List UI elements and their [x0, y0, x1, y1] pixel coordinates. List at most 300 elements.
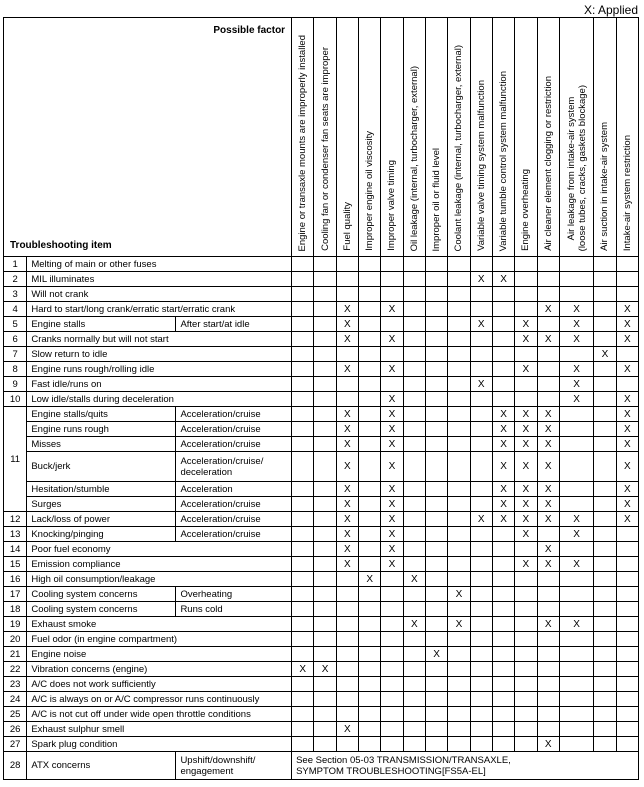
applied-mark: X	[515, 512, 537, 527]
factor-cell	[336, 392, 358, 407]
applied-mark: X	[559, 512, 593, 527]
row-number: 17	[4, 587, 27, 602]
factor-cell	[594, 527, 616, 542]
factor-cell	[359, 257, 381, 272]
factor-cell	[470, 647, 492, 662]
troubleshooting-item: Surges	[27, 497, 176, 512]
factor-cell	[492, 302, 514, 317]
table-row	[4, 272, 639, 287]
factor-cell	[403, 512, 425, 527]
factor-cell	[359, 422, 381, 437]
factor-header-14	[616, 18, 638, 257]
factor-cell	[336, 707, 358, 722]
factor-cell	[336, 602, 358, 617]
possible-factor-heading: Possible factor	[213, 25, 286, 36]
factor-cell	[336, 272, 358, 287]
table-row	[4, 377, 639, 392]
applied-mark: X	[616, 437, 638, 452]
factor-cell	[403, 377, 425, 392]
factor-cell	[470, 707, 492, 722]
applied-mark: X	[381, 422, 403, 437]
table-row	[4, 737, 639, 752]
factor-cell	[616, 602, 638, 617]
factor-cell	[616, 722, 638, 737]
applied-mark: X	[616, 317, 638, 332]
factor-cell	[359, 632, 381, 647]
troubleshooting-item-heading: Troubleshooting item	[10, 240, 112, 251]
table-row	[4, 302, 639, 317]
applied-mark: X	[559, 617, 593, 632]
factor-cell	[336, 632, 358, 647]
table-row	[4, 422, 639, 437]
factor-cell	[559, 347, 593, 362]
legend-applied: X: Applied	[583, 3, 638, 17]
condition: Acceleration/cruise	[176, 437, 292, 452]
applied-mark: X	[515, 407, 537, 422]
factor-cell	[403, 332, 425, 347]
factor-cell	[470, 362, 492, 377]
table-row	[4, 347, 639, 362]
factor-cell	[515, 587, 537, 602]
factor-cell	[515, 677, 537, 692]
factor-label: Air suction in intake-air system	[599, 122, 611, 251]
applied-mark: X	[537, 422, 559, 437]
factor-cell	[425, 722, 447, 737]
factor-cell	[314, 362, 336, 377]
factor-cell	[381, 287, 403, 302]
factor-cell	[314, 317, 336, 332]
factor-cell	[359, 452, 381, 482]
row-number: 14	[4, 542, 27, 557]
factor-cell	[425, 272, 447, 287]
factor-cell	[594, 572, 616, 587]
factor-cell	[559, 632, 593, 647]
factor-cell	[292, 257, 314, 272]
factor-cell	[492, 722, 514, 737]
row-number: 28	[4, 752, 27, 780]
factor-cell	[359, 497, 381, 512]
table-row	[4, 542, 639, 557]
factor-cell	[470, 587, 492, 602]
factor-cell	[594, 707, 616, 722]
factor-cell	[559, 692, 593, 707]
factor-cell	[381, 677, 403, 692]
row-number: 16	[4, 572, 27, 587]
table-row	[4, 482, 639, 497]
factor-cell	[292, 647, 314, 662]
applied-mark: X	[314, 662, 336, 677]
factor-cell	[381, 662, 403, 677]
factor-cell	[470, 527, 492, 542]
factor-cell	[381, 692, 403, 707]
applied-mark: X	[616, 407, 638, 422]
factor-cell	[594, 317, 616, 332]
applied-mark: X	[616, 482, 638, 497]
factor-cell	[381, 272, 403, 287]
factor-label: Variable tumble control system malfunction	[498, 70, 510, 251]
factor-cell	[594, 632, 616, 647]
applied-mark: X	[470, 272, 492, 287]
factor-cell	[616, 287, 638, 302]
factor-cell	[448, 482, 470, 497]
factor-cell	[448, 557, 470, 572]
condition: Acceleration/cruise	[176, 422, 292, 437]
factor-cell	[403, 452, 425, 482]
factor-cell	[403, 737, 425, 752]
factor-cell	[616, 572, 638, 587]
factor-cell	[559, 407, 593, 422]
factor-cell	[292, 482, 314, 497]
applied-mark: X	[336, 557, 358, 572]
factor-cell	[492, 557, 514, 572]
applied-mark: X	[381, 542, 403, 557]
factor-cell	[470, 572, 492, 587]
factor-cell	[515, 542, 537, 557]
applied-mark: X	[381, 407, 403, 422]
factor-cell	[448, 317, 470, 332]
factor-cell	[359, 347, 381, 362]
factor-cell	[448, 722, 470, 737]
factor-cell	[448, 392, 470, 407]
troubleshooting-item: Hesitation/stumble	[27, 482, 176, 497]
factor-cell	[425, 602, 447, 617]
factor-cell	[515, 302, 537, 317]
factor-cell	[381, 257, 403, 272]
applied-mark: X	[381, 452, 403, 482]
factor-cell	[448, 257, 470, 272]
factor-cell	[359, 407, 381, 422]
factor-cell	[448, 407, 470, 422]
factor-label: Improper valve timing	[386, 160, 398, 251]
factor-cell	[537, 677, 559, 692]
factor-cell	[470, 332, 492, 347]
factor-cell	[448, 302, 470, 317]
factor-cell	[559, 542, 593, 557]
factor-cell	[559, 737, 593, 752]
factor-cell	[515, 272, 537, 287]
factor-cell	[559, 647, 593, 662]
factor-cell	[336, 287, 358, 302]
applied-mark: X	[537, 482, 559, 497]
factor-header-7	[448, 18, 470, 257]
table-row	[4, 722, 639, 737]
factor-cell	[559, 662, 593, 677]
factor-cell	[448, 332, 470, 347]
applied-mark: X	[559, 332, 593, 347]
factor-header-1	[314, 18, 336, 257]
applied-mark: X	[403, 617, 425, 632]
row-number: 8	[4, 362, 27, 377]
factor-cell	[515, 662, 537, 677]
factor-cell	[314, 512, 336, 527]
applied-mark: X	[616, 512, 638, 527]
factor-cell	[425, 407, 447, 422]
applied-mark: X	[448, 587, 470, 602]
factor-cell	[314, 347, 336, 362]
factor-label: Engine or transaxle mounts are improperly installed	[297, 34, 309, 251]
row-number: 25	[4, 707, 27, 722]
factor-label: Coolant leakage (internal, turbocharger, external)	[453, 44, 465, 251]
factor-cell	[359, 542, 381, 557]
table-row	[4, 452, 639, 482]
applied-mark: X	[559, 317, 593, 332]
factor-cell	[492, 677, 514, 692]
factor-cell	[448, 377, 470, 392]
factor-cell	[314, 497, 336, 512]
factor-cell	[314, 602, 336, 617]
factor-cell	[425, 437, 447, 452]
factor-cell	[292, 332, 314, 347]
factor-header-13	[594, 18, 616, 257]
factor-cell	[314, 527, 336, 542]
factor-cell	[292, 527, 314, 542]
table-row	[4, 407, 639, 422]
troubleshooting-item: Knocking/pinging	[27, 527, 176, 542]
factor-cell	[594, 557, 616, 572]
table-row	[4, 332, 639, 347]
factor-cell	[515, 347, 537, 362]
applied-mark: X	[381, 392, 403, 407]
factor-cell	[594, 287, 616, 302]
factor-cell	[559, 287, 593, 302]
factor-cell	[559, 452, 593, 482]
row-number: 2	[4, 272, 27, 287]
factor-cell	[359, 677, 381, 692]
factor-cell	[537, 317, 559, 332]
factor-cell	[616, 692, 638, 707]
reference-note: See Section 05-03 TRANSMISSION/TRANSAXLE, SYMPTOM TROUBLESHOOTING[FS5A-EL]	[292, 752, 639, 780]
factor-cell	[314, 287, 336, 302]
factor-cell	[448, 692, 470, 707]
factor-cell	[336, 347, 358, 362]
factor-cell	[403, 692, 425, 707]
factor-cell	[448, 527, 470, 542]
troubleshooting-item: Melting of main or other fuses	[27, 257, 292, 272]
condition: Acceleration/cruise/ deceleration	[176, 452, 292, 482]
troubleshooting-item: Engine noise	[27, 647, 292, 662]
factor-cell	[425, 662, 447, 677]
factor-cell	[359, 512, 381, 527]
factor-cell	[336, 647, 358, 662]
factor-cell	[616, 632, 638, 647]
row-number: 11	[4, 407, 27, 512]
factor-cell	[314, 677, 336, 692]
factor-cell	[425, 332, 447, 347]
row-number: 4	[4, 302, 27, 317]
factor-cell	[594, 257, 616, 272]
factor-cell	[594, 497, 616, 512]
factor-header-5	[403, 18, 425, 257]
factor-cell	[403, 422, 425, 437]
row-number: 24	[4, 692, 27, 707]
factor-cell	[537, 392, 559, 407]
troubleshooting-item: Fuel odor (in engine compartment)	[27, 632, 292, 647]
applied-mark: X	[492, 422, 514, 437]
factor-cell	[292, 722, 314, 737]
factor-cell	[292, 677, 314, 692]
factor-cell	[616, 707, 638, 722]
factor-cell	[594, 617, 616, 632]
factor-cell	[314, 692, 336, 707]
applied-mark: X	[492, 482, 514, 497]
factor-cell	[492, 647, 514, 662]
factor-cell	[425, 737, 447, 752]
applied-mark: X	[336, 497, 358, 512]
applied-mark: X	[336, 482, 358, 497]
factor-cell	[515, 287, 537, 302]
factor-cell	[448, 272, 470, 287]
applied-mark: X	[336, 407, 358, 422]
factor-cell	[292, 272, 314, 287]
factor-cell	[359, 317, 381, 332]
row-number: 13	[4, 527, 27, 542]
factor-cell	[470, 617, 492, 632]
factor-cell	[359, 527, 381, 542]
factor-cell	[403, 527, 425, 542]
table-row	[4, 677, 639, 692]
factor-cell	[359, 647, 381, 662]
factor-cell	[537, 722, 559, 737]
troubleshooting-item: Spark plug condition	[27, 737, 292, 752]
factor-cell	[425, 512, 447, 527]
factor-cell	[470, 257, 492, 272]
applied-mark: X	[359, 572, 381, 587]
factor-cell	[381, 632, 403, 647]
factor-cell	[537, 377, 559, 392]
factor-cell	[492, 287, 514, 302]
factor-cell	[359, 302, 381, 317]
factor-cell	[594, 662, 616, 677]
factor-cell	[381, 617, 403, 632]
troubleshooting-item: Engine stalls	[27, 317, 176, 332]
applied-mark: X	[537, 557, 559, 572]
factor-cell	[403, 287, 425, 302]
table-row	[4, 317, 639, 332]
factor-cell	[470, 737, 492, 752]
factor-cell	[314, 377, 336, 392]
factor-cell	[470, 602, 492, 617]
factor-cell	[616, 347, 638, 362]
factor-cell	[448, 647, 470, 662]
row-number: 22	[4, 662, 27, 677]
factor-cell	[403, 602, 425, 617]
factor-cell	[359, 587, 381, 602]
troubleshooting-item: Engine runs rough/rolling idle	[27, 362, 292, 377]
factor-cell	[292, 422, 314, 437]
applied-mark: X	[537, 407, 559, 422]
factor-cell	[359, 377, 381, 392]
applied-mark: X	[616, 302, 638, 317]
factor-cell	[448, 347, 470, 362]
applied-mark: X	[537, 497, 559, 512]
troubleshooting-item: ATX concerns	[27, 752, 176, 780]
factor-cell	[537, 692, 559, 707]
factor-cell	[359, 662, 381, 677]
header-corner-cell	[4, 18, 292, 257]
factor-cell	[537, 602, 559, 617]
factor-cell	[425, 677, 447, 692]
factor-label: Fuel quality	[341, 202, 353, 251]
factor-cell	[492, 632, 514, 647]
factor-cell	[425, 482, 447, 497]
factor-cell	[403, 362, 425, 377]
applied-mark: X	[492, 452, 514, 482]
factor-cell	[492, 662, 514, 677]
table-body	[4, 257, 639, 780]
applied-mark: X	[559, 377, 593, 392]
troubleshooting-item: Emission compliance	[27, 557, 292, 572]
table-row	[4, 497, 639, 512]
factor-cell	[616, 557, 638, 572]
factor-cell	[336, 677, 358, 692]
factor-cell	[448, 452, 470, 482]
row-number: 1	[4, 257, 27, 272]
factor-cell	[292, 512, 314, 527]
factor-cell	[381, 377, 403, 392]
factor-cell	[336, 692, 358, 707]
applied-mark: X	[381, 482, 403, 497]
factor-cell	[594, 392, 616, 407]
factor-cell	[381, 602, 403, 617]
factor-cell	[594, 362, 616, 377]
factor-cell	[425, 557, 447, 572]
factor-cell	[448, 662, 470, 677]
applied-mark: X	[559, 302, 593, 317]
row-number: 12	[4, 512, 27, 527]
factor-header-2	[336, 18, 358, 257]
applied-mark: X	[381, 302, 403, 317]
factor-cell	[515, 692, 537, 707]
applied-mark: X	[537, 332, 559, 347]
factor-cell	[425, 362, 447, 377]
applied-mark: X	[492, 272, 514, 287]
factor-cell	[403, 707, 425, 722]
factor-cell	[470, 407, 492, 422]
factor-cell	[470, 692, 492, 707]
applied-mark: X	[515, 437, 537, 452]
row-number: 27	[4, 737, 27, 752]
factor-cell	[425, 497, 447, 512]
table-row	[4, 692, 639, 707]
factor-cell	[594, 377, 616, 392]
factor-cell	[515, 632, 537, 647]
factor-cell	[594, 602, 616, 617]
factor-cell	[470, 422, 492, 437]
factor-cell	[492, 737, 514, 752]
factor-cell	[559, 422, 593, 437]
applied-mark: X	[336, 722, 358, 737]
factor-cell	[470, 392, 492, 407]
factor-header-0	[292, 18, 314, 257]
factor-cell	[470, 542, 492, 557]
troubleshooting-item: MIL illuminates	[27, 272, 292, 287]
condition: After start/at idle	[176, 317, 292, 332]
row-number: 19	[4, 617, 27, 632]
factor-cell	[470, 437, 492, 452]
applied-mark: X	[559, 362, 593, 377]
factor-cell	[314, 722, 336, 737]
factor-cell	[336, 662, 358, 677]
troubleshooting-item: Low idle/stalls during deceleration	[27, 392, 292, 407]
row-number: 15	[4, 557, 27, 572]
factor-cell	[381, 722, 403, 737]
applied-mark: X	[492, 407, 514, 422]
factor-cell	[448, 542, 470, 557]
factor-cell	[292, 572, 314, 587]
table-row	[4, 362, 639, 377]
factor-cell	[470, 302, 492, 317]
factor-cell	[314, 617, 336, 632]
